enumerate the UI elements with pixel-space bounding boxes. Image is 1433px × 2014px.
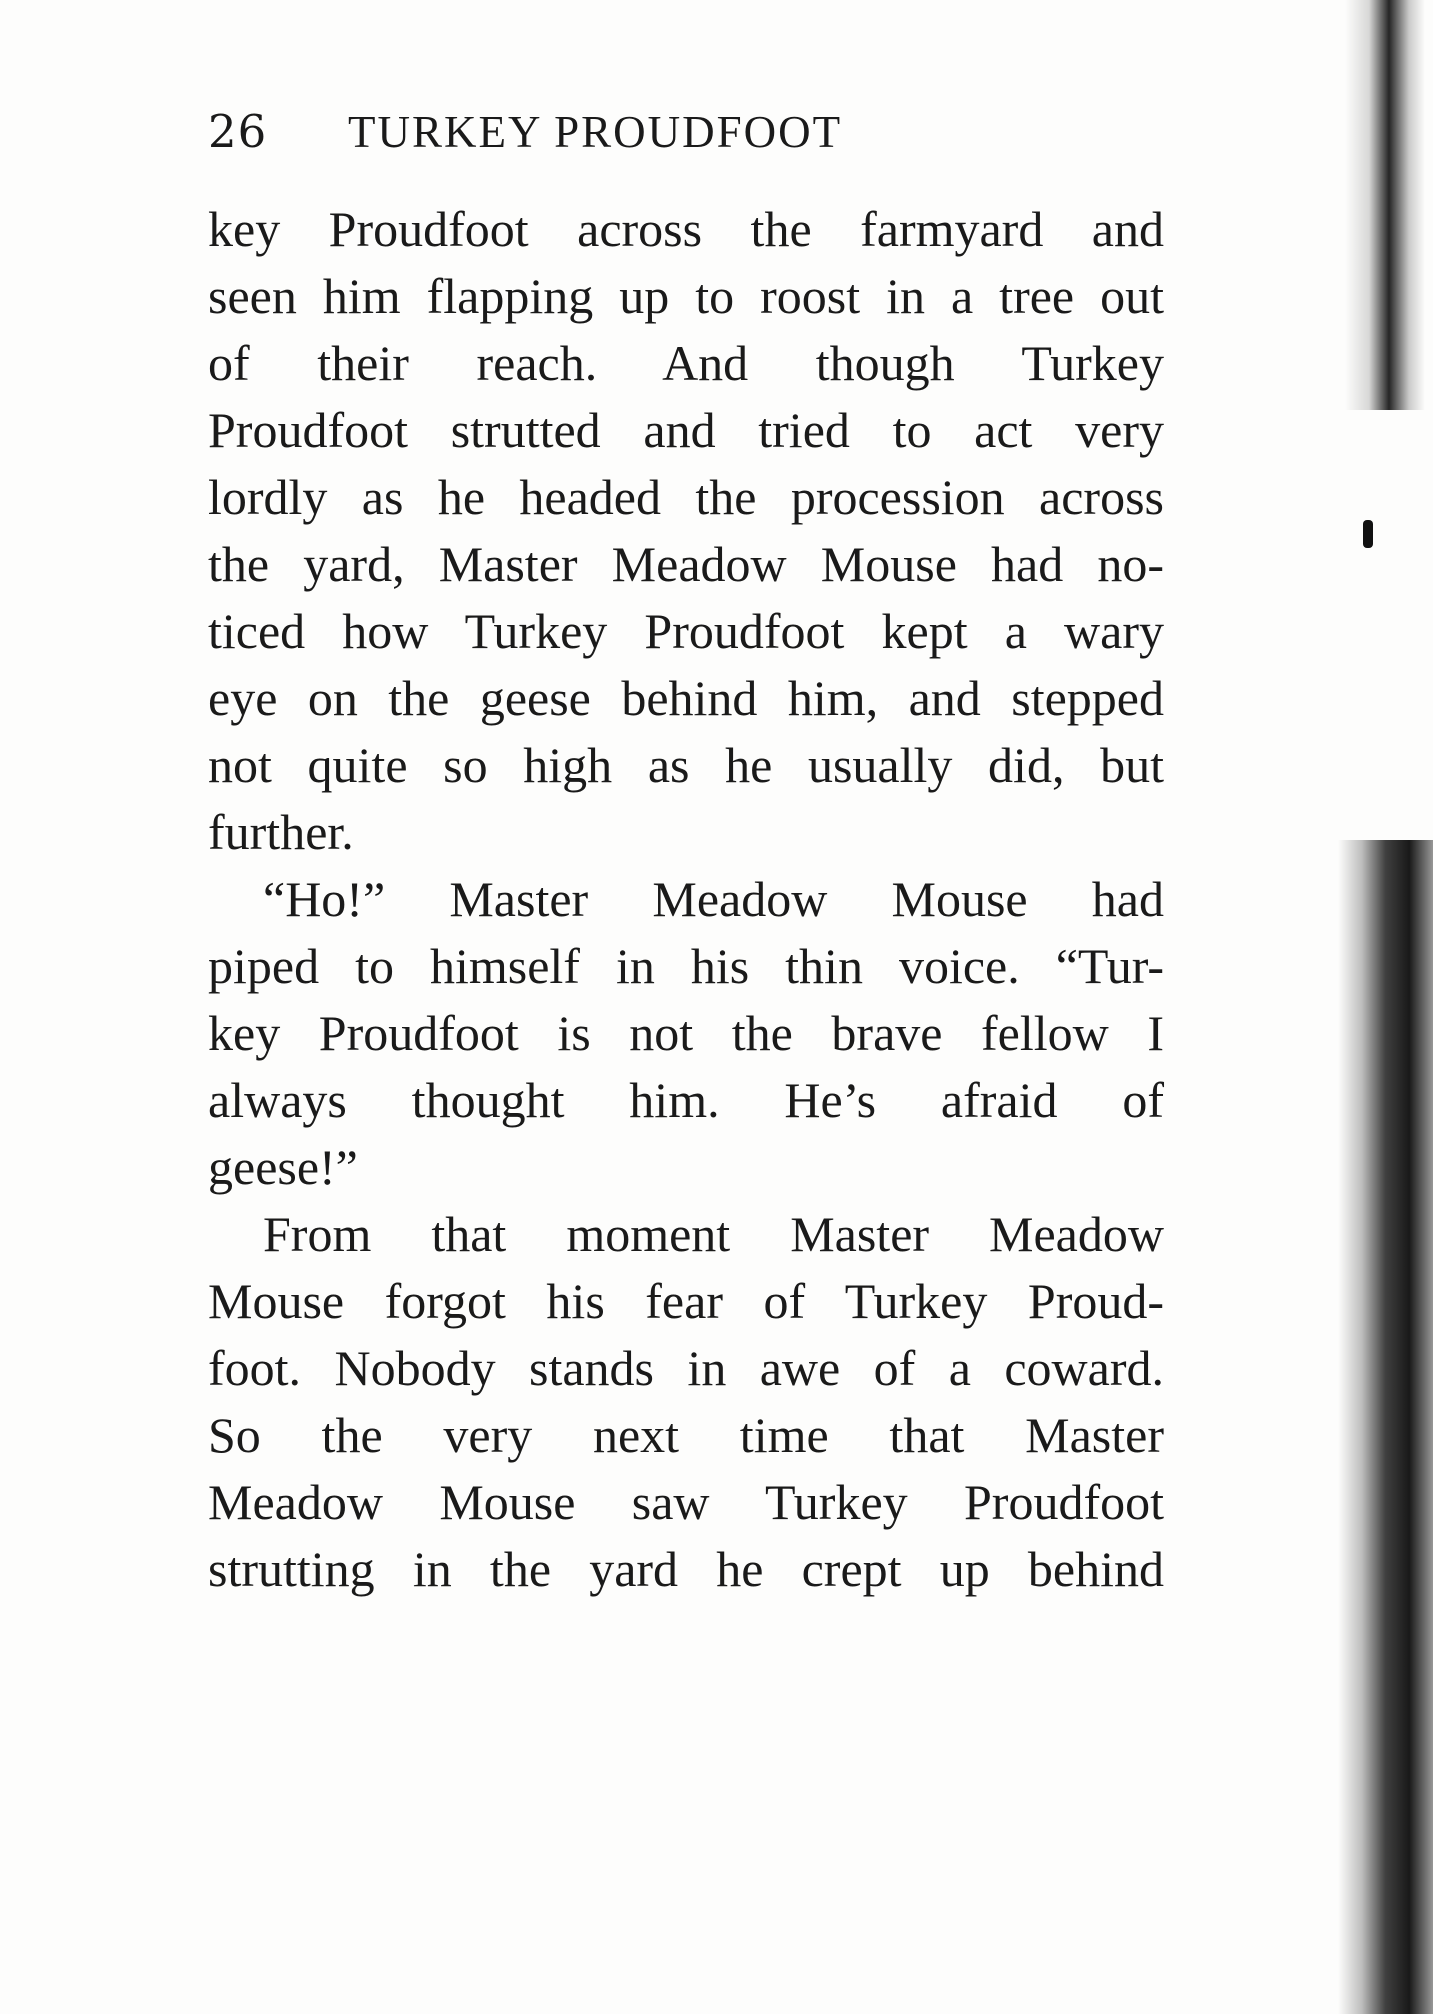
text-line: piped to himself in his thin voice. “Tur-	[208, 938, 1164, 994]
page-edge-shadow	[1345, 0, 1425, 410]
page-number: 26	[208, 105, 268, 158]
text-line: Mouse forgot his fear of Turkey Proud-	[208, 1273, 1164, 1329]
text-line: Meadow Mouse saw Turkey Proudfoot	[208, 1474, 1164, 1530]
text-line: So the very next time that Master	[208, 1407, 1164, 1463]
body-text	[208, 196, 1164, 1603]
text-line: the yard, Master Meadow Mouse had no-	[208, 536, 1164, 592]
text-line: further.	[208, 804, 354, 860]
text-line: ticed how Turkey Proudfoot kept a wary	[208, 603, 1164, 659]
text-line: geese!”	[208, 1139, 358, 1195]
page-edge-shadow	[1338, 840, 1433, 2014]
text-line: lordly as he headed the procession across	[208, 469, 1164, 525]
text-line: Proudfoot strutted and tried to act very	[208, 402, 1164, 458]
text-line: “Ho!” Master Meadow Mouse had	[263, 871, 1164, 927]
text-line: seen him flapping up to roost in a tree out	[208, 268, 1164, 324]
running-head	[208, 105, 842, 158]
running-title: TURKEY PROUDFOOT	[348, 107, 843, 157]
page-edge-mark	[1363, 520, 1373, 548]
text-line: eye on the geese behind him, and stepped	[208, 670, 1164, 726]
text-line: always thought him. He’s afraid of	[208, 1072, 1164, 1128]
text-line: strutting in the yard he crept up behind	[208, 1541, 1164, 1597]
text-line: of their reach. And though Turkey	[208, 335, 1164, 391]
text-line: not quite so high as he usually did, but	[208, 737, 1164, 793]
text-line: foot. Nobody stands in awe of a coward.	[208, 1340, 1164, 1396]
text-line: key Proudfoot across the farmyard and	[208, 201, 1164, 257]
text-line: From that moment Master Meadow	[263, 1206, 1164, 1262]
text-line: key Proudfoot is not the brave fellow I	[208, 1005, 1164, 1061]
